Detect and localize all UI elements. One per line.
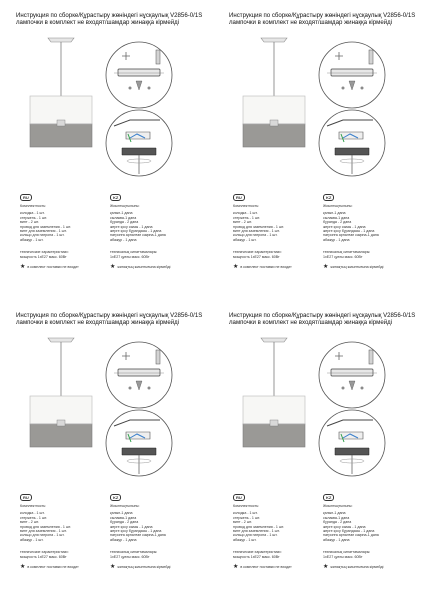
pendant-lamp-illustration: [14, 28, 108, 178]
parts-item-ru-4: провод для заземления - 1 шт.: [20, 224, 72, 229]
star-icon: ★: [20, 264, 26, 271]
parts-item-kz-5: жерге қосу бұрандасы - 1 дана: [110, 229, 162, 234]
parts-header-ru: Комплектность:: [20, 204, 47, 208]
star-icon: ★: [110, 564, 116, 571]
parts-item-ru-1: колодка - 1 шт.: [233, 511, 258, 516]
pendant-lamp-illustration: [227, 28, 321, 178]
parts-item-kz-4: жерге қосу сымы - 1 дана: [323, 524, 366, 529]
parts-item-kz-7: абажур - 1 дана: [110, 237, 137, 242]
parts-item-ru-1: колодка - 1 шт.: [20, 211, 45, 216]
parts-list-kz-items: [110, 511, 200, 542]
parts-item-ru-4: провод для заземления - 1 шт.: [20, 524, 72, 529]
assembly-diagram-top: [317, 40, 387, 110]
parts-item-kz-4: жерге қосу сымы - 1 дана: [110, 524, 153, 529]
tech-title-ru: технические характеристики:: [20, 550, 69, 555]
parts-item-ru-1: колодка - 1 шт.: [233, 211, 258, 216]
instruction-panel-4: [213, 300, 425, 600]
tech-title-kz: техникалық сипаттамалары:: [110, 250, 158, 255]
star-icon: ★: [233, 564, 239, 571]
parts-list-kz: [110, 494, 200, 570]
language-badge-kz: KZ: [110, 494, 121, 501]
parts-item-ru-3: винт - 2 шт.: [20, 220, 39, 225]
star-icon: ★: [233, 264, 239, 271]
tech-title-ru: технические характеристики:: [20, 250, 69, 255]
parts-item-kz-5: жерге қосу бұрандасы - 1 дана: [323, 229, 375, 234]
parts-item-ru-2: стержень - 1 шт.: [233, 215, 260, 220]
note-ru-text: в комплект поставки не входит: [27, 564, 79, 569]
parts-item-ru-3: винт - 2 шт.: [20, 520, 39, 525]
tech-value-ru: мощность 1xE27 макс. 60Вт: [20, 254, 67, 259]
parts-item-ru-5: винт для заземления - 1 шт.: [233, 229, 280, 234]
parts-item-kz-6: патронға арналған сақина-1 дана: [110, 533, 166, 538]
parts-list-kz-items: [323, 211, 413, 242]
parts-item-kz-1: қалып-1 дана: [323, 511, 346, 516]
pendant-lamp-illustration: [14, 328, 108, 478]
parts-item-ru-1: колодка - 1 шт.: [20, 511, 45, 516]
parts-item-kz-5: жерге қосу бұрандасы - 1 дана: [323, 529, 375, 534]
parts-list-ru: [233, 494, 323, 570]
parts-item-kz-3: бұранда - 2 дана: [323, 520, 352, 525]
parts-item-kz-7: абажур - 1 дана: [323, 537, 350, 542]
parts-header-ru: Комплектность:: [233, 504, 260, 508]
parts-list-ru-items: [233, 211, 323, 242]
parts-item-kz-3: бұранда - 2 дана: [323, 220, 352, 225]
note-kz: [110, 564, 200, 570]
parts-item-ru-7: абажур - 1 шт.: [20, 537, 44, 542]
parts-item-ru-7: абажур - 1 шт.: [233, 237, 257, 242]
language-badge-ru: RU: [233, 494, 245, 501]
tech-title-ru: технические характеристики:: [233, 550, 282, 555]
parts-item-kz-7: абажур - 1 дана: [110, 537, 137, 542]
parts-item-kz-6: патронға арналған сақина-1 дана: [110, 233, 166, 238]
tech-value-kz: 1xE27 қуаты макс. 60Вт: [323, 554, 363, 559]
parts-list-ru: [233, 194, 323, 270]
panel-title: Инструкция по сборке/Құрастыру жөніндегі нұсқаулық V2856-0/1S лампочки в комплект не входят/шамдар жинаққа кірмейді: [229, 12, 416, 26]
parts-item-kz-2: сылаква-1 дана: [110, 215, 137, 220]
instruction-panel-2: [213, 0, 425, 300]
parts-item-ru-6: кольцо для патрона - 1 шт.: [20, 533, 65, 538]
parts-list-kz-items: [323, 511, 413, 542]
parts-item-kz-3: бұранда - 2 дана: [110, 520, 139, 525]
tech-value-ru: мощность 1xE27 макс. 60Вт: [233, 554, 280, 559]
parts-item-ru-4: провод для заземления - 1 шт.: [233, 224, 285, 229]
parts-header-kz: Жиынтықтылығы:: [110, 504, 140, 508]
language-badge-kz: KZ: [323, 494, 334, 501]
parts-item-kz-5: жерге қосу бұрандасы - 1 дана: [110, 529, 162, 534]
language-badge-kz: KZ: [323, 194, 334, 201]
parts-item-kz-2: сылаква-1 дана: [110, 515, 137, 520]
tech-title-kz: техникалық сипаттамалары:: [110, 550, 158, 555]
parts-item-ru-5: винт для заземления - 1 шт.: [20, 229, 67, 234]
parts-item-kz-6: патронға арналған сақина-1 дана: [323, 233, 379, 238]
parts-list-ru: [20, 494, 110, 570]
assembly-diagram-top: [104, 40, 174, 110]
parts-item-ru-5: винт для заземления - 1 шт.: [20, 529, 67, 534]
parts-item-kz-1: қалып-1 дана: [110, 511, 133, 516]
parts-item-ru-7: абажур - 1 шт.: [20, 237, 44, 242]
parts-item-ru-3: винт - 2 шт.: [233, 520, 252, 525]
parts-item-kz-6: патронға арналған сақина-1 дана: [323, 533, 379, 538]
tech-value-ru: мощность 1xE27 макс. 60Вт: [233, 254, 280, 259]
note-kz: [323, 564, 413, 570]
parts-list-ru: [20, 194, 110, 270]
parts-list-ru-items: [233, 511, 323, 542]
language-badge-ru: RU: [20, 194, 32, 201]
parts-list-kz: [323, 494, 413, 570]
panel-title: Инструкция по сборке/Құрастыру жөніндегі нұсқаулық V2856-0/1S лампочки в комплект не входят/шамдар жинаққа кірмейді: [16, 312, 203, 326]
parts-header-kz: Жиынтықтылығы:: [323, 204, 353, 208]
note-ru-text: в комплект поставки не входит: [240, 264, 292, 269]
assembly-diagram-bottom: [317, 408, 387, 478]
parts-list-ru-items: [20, 211, 110, 242]
parts-item-ru-2: стержень - 1 шт.: [20, 215, 47, 220]
assembly-diagram-bottom: [104, 408, 174, 478]
parts-item-kz-2: сылаква-1 дана: [323, 215, 350, 220]
tech-title-kz: техникалық сипаттамалары:: [323, 550, 371, 555]
assembly-diagram-bottom: [104, 108, 174, 178]
assembly-diagram-top: [104, 340, 174, 410]
tech-title-kz: техникалық сипаттамалары:: [323, 250, 371, 255]
note-kz-text: жинақтың жиынтығына кірмейді: [117, 564, 171, 569]
language-badge-ru: RU: [20, 494, 32, 501]
parts-list-kz-items: [110, 211, 200, 242]
parts-item-ru-6: кольцо для патрона - 1 шт.: [20, 233, 65, 238]
tech-value-kz: 1xE27 қуаты макс. 60Вт: [110, 254, 150, 259]
note-kz-text: жинақтың жиынтығына кірмейді: [330, 564, 384, 569]
note-ru: [20, 264, 110, 270]
parts-header-ru: Комплектность:: [233, 204, 260, 208]
parts-list-kz: [110, 194, 200, 270]
parts-item-kz-4: жерге қосу сымы - 1 дана: [323, 224, 366, 229]
assembly-diagram-bottom: [317, 108, 387, 178]
pendant-lamp-illustration: [227, 328, 321, 478]
parts-item-kz-7: абажур - 1 дана: [323, 237, 350, 242]
parts-item-ru-6: кольцо для патрона - 1 шт.: [233, 533, 278, 538]
panel-title: Инструкция по сборке/Құрастыру жөніндегі нұсқаулық V2856-0/1S лампочки в комплект не входят/шамдар жинаққа кірмейді: [229, 312, 416, 326]
instruction-panel-1: [0, 0, 212, 300]
parts-item-kz-3: бұранда - 2 дана: [110, 220, 139, 225]
note-kz: [110, 264, 200, 270]
parts-header-kz: Жиынтықтылығы:: [110, 204, 140, 208]
parts-header-ru: Комплектность:: [20, 504, 47, 508]
note-ru-text: в комплект поставки не входит: [240, 564, 292, 569]
parts-list-ru-items: [20, 511, 110, 542]
assembly-diagram-top: [317, 340, 387, 410]
instruction-panel-3: [0, 300, 212, 600]
tech-value-kz: 1xE27 қуаты макс. 60Вт: [323, 254, 363, 259]
star-icon: ★: [20, 564, 26, 571]
parts-item-kz-1: қалып-1 дана: [110, 211, 133, 216]
parts-item-ru-5: винт для заземления - 1 шт.: [233, 529, 280, 534]
panel-title: Инструкция по сборке/Құрастыру жөніндегі нұсқаулық V2856-0/1S лампочки в комплект не входят/шамдар жинаққа кірмейді: [16, 12, 203, 26]
note-ru: [20, 564, 110, 570]
parts-item-kz-1: қалып-1 дана: [323, 211, 346, 216]
tech-value-ru: мощность 1xE27 макс. 60Вт: [20, 554, 67, 559]
parts-item-ru-7: абажур - 1 шт.: [233, 537, 257, 542]
tech-value-kz: 1xE27 қуаты макс. 60Вт: [110, 554, 150, 559]
note-ru: [233, 264, 323, 270]
note-kz-text: жинақтың жиынтығына кірмейді: [117, 264, 171, 269]
star-icon: ★: [110, 264, 116, 271]
note-ru: [233, 564, 323, 570]
parts-item-kz-4: жерге қосу сымы - 1 дана: [110, 224, 153, 229]
language-badge-kz: KZ: [110, 194, 121, 201]
parts-item-ru-4: провод для заземления - 1 шт.: [233, 524, 285, 529]
parts-item-ru-3: винт - 2 шт.: [233, 220, 252, 225]
star-icon: ★: [323, 264, 329, 271]
language-badge-ru: RU: [233, 194, 245, 201]
note-ru-text: в комплект поставки не входит: [27, 264, 79, 269]
parts-item-kz-2: сылаква-1 дана: [323, 515, 350, 520]
parts-list-kz: [323, 194, 413, 270]
parts-item-ru-2: стержень - 1 шт.: [233, 515, 260, 520]
parts-item-ru-2: стержень - 1 шт.: [20, 515, 47, 520]
parts-header-kz: Жиынтықтылығы:: [323, 504, 353, 508]
parts-item-ru-6: кольцо для патрона - 1 шт.: [233, 233, 278, 238]
star-icon: ★: [323, 564, 329, 571]
note-kz: [323, 264, 413, 270]
note-kz-text: жинақтың жиынтығына кірмейді: [330, 264, 384, 269]
tech-title-ru: технические характеристики:: [233, 250, 282, 255]
